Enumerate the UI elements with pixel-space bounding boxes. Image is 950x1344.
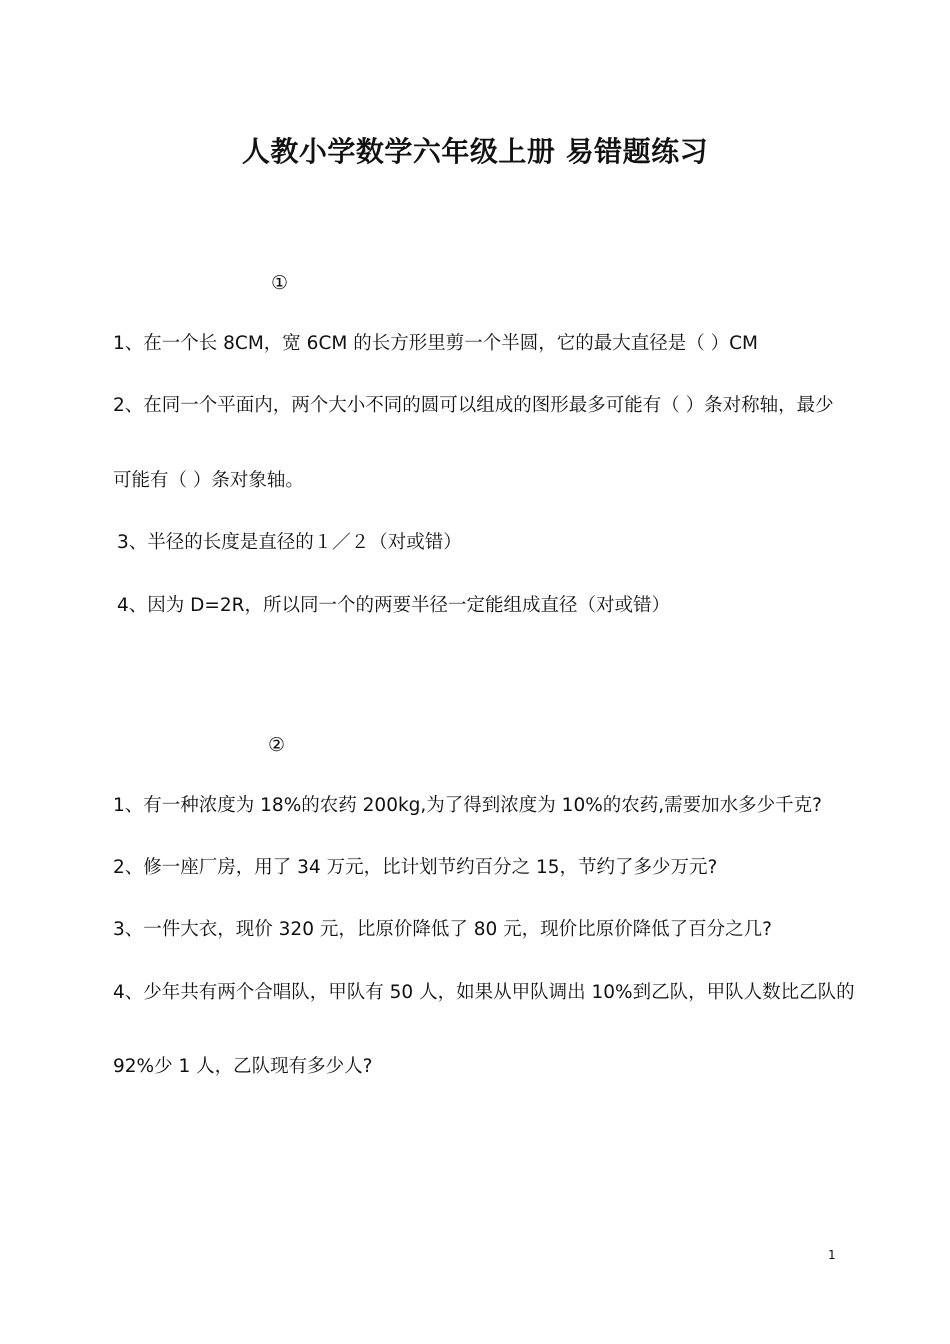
section-1-marker: ① (271, 272, 289, 294)
section-2-question-3: 3、一件大衣，现价 320 元，比原价降低了 80 元，现价比原价降低了百分之几? (113, 919, 772, 940)
section-1-question-3: 3、半径的长度是直径的１／２（对或错） (117, 532, 462, 553)
section-2-question-4-line-1: 4、少年共有两个合唱队，甲队有 50 人，如果从甲队调出 10%到乙队，甲队人数比乙队的 (113, 982, 855, 1003)
page-number: 1 (828, 1248, 836, 1262)
section-2-question-2: 2、修一座厂房，用了 34 万元，比计划节约百分之 15，节约了多少万元? (113, 857, 718, 878)
section-2-question-1: 1、有一种浓度为 18%的农药 200kg,为了得到浓度为 10%的农药,需要加水多少千克? (113, 795, 823, 816)
section-1-question-2-line-2: 可能有（ ）条对象轴。 (113, 470, 304, 491)
document-title: 人教小学数学六年级上册 易错题练习 (241, 135, 709, 168)
section-2-question-4-line-2: 92%少 1 人，乙队现有多少人? (113, 1056, 373, 1077)
section-2-marker: ② (268, 734, 286, 756)
section-1-question-4: 4、因为 D=2R，所以同一个的两要半径一定能组成直径（对或错） (117, 595, 671, 616)
section-1-question-1: 1、在一个长 8CM，宽 6CM 的长方形里剪一个半圆，它的最大直径是（ ）CM (113, 333, 758, 354)
section-1-question-2-line-1: 2、在同一个平面内，两个大小不同的圆可以组成的图形最多可能有（ ）条对称轴，最少 (113, 395, 834, 416)
